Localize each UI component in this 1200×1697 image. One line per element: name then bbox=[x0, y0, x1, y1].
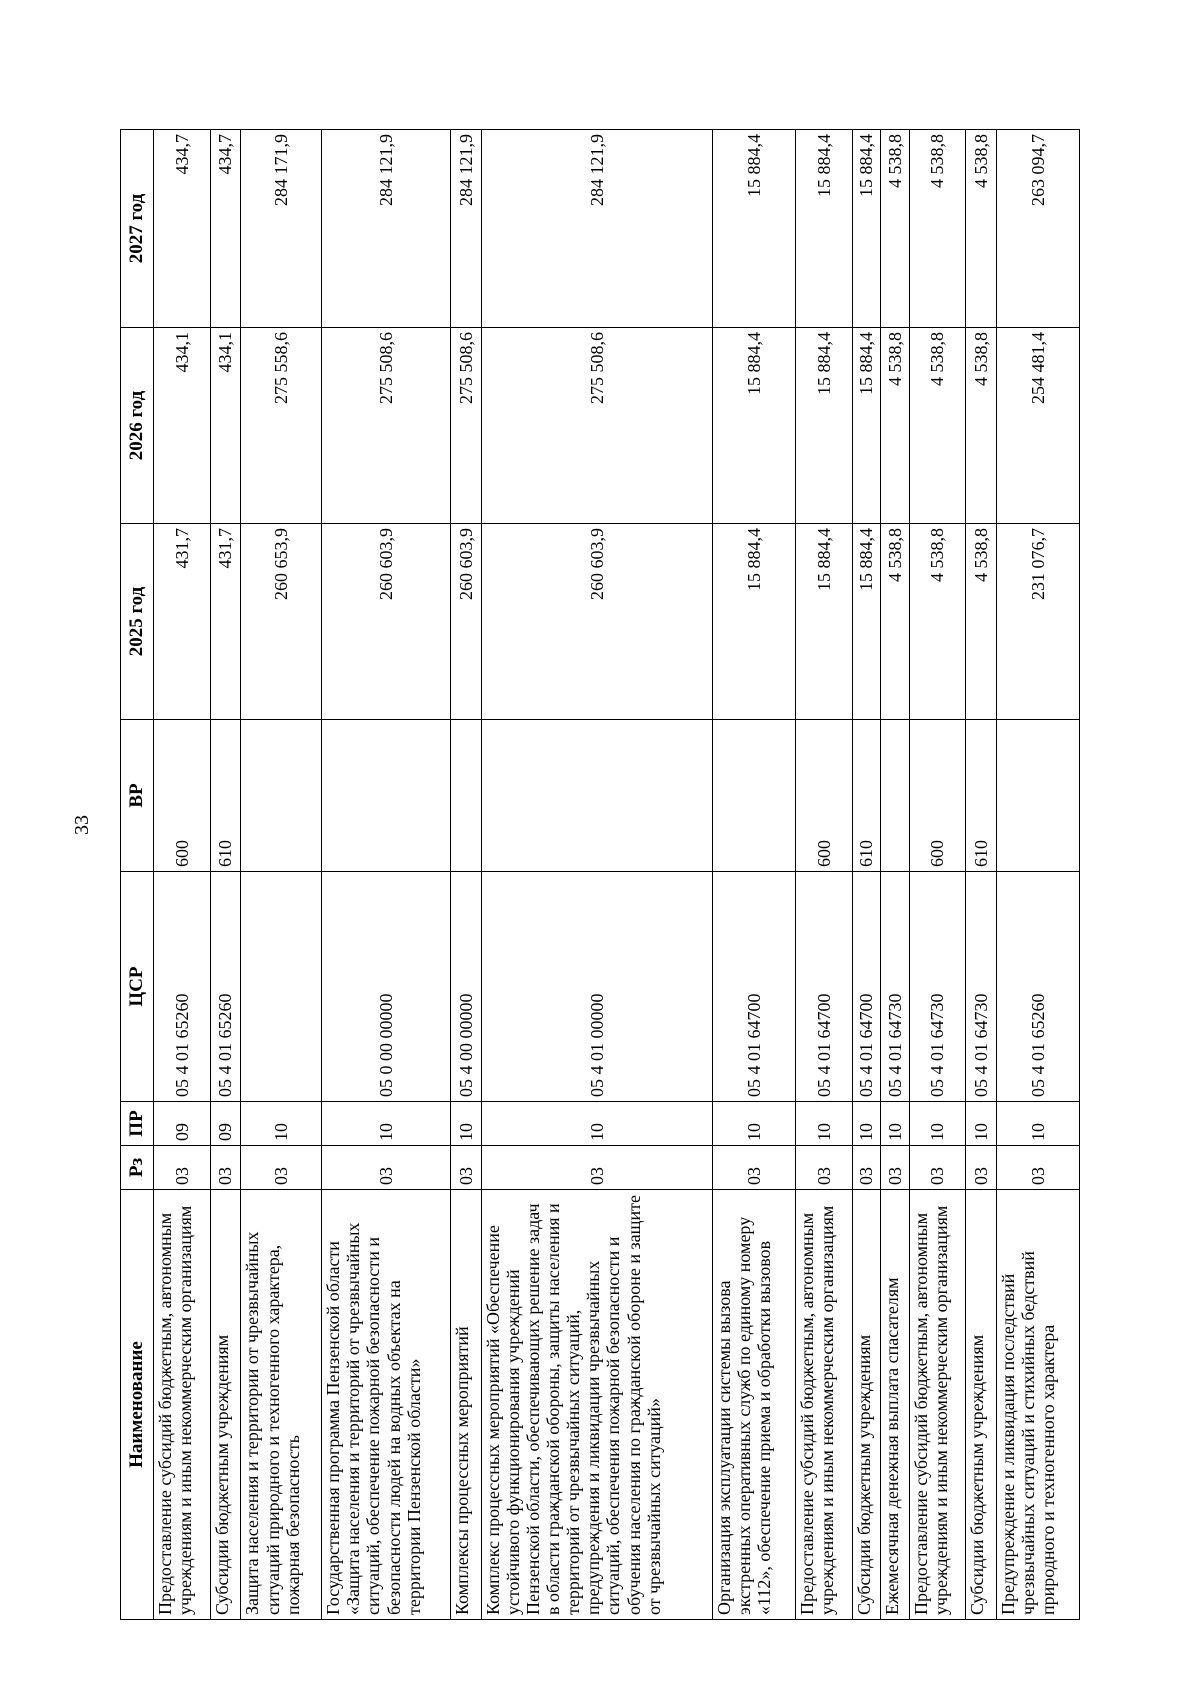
cell-csr: 05 4 01 65260 bbox=[996, 872, 1079, 1102]
cell-csr: 05 4 01 64730 bbox=[881, 872, 909, 1102]
cell-name: Предупреждение и ликвидация последствий чрезвычайных ситуаций и стихийных бедствий природного и техногенного характера bbox=[996, 1190, 1079, 1620]
cell-csr: 05 4 00 00000 bbox=[450, 872, 481, 1102]
cell-2025: 4 538,8 bbox=[966, 524, 997, 720]
cell-2026: 275 508,6 bbox=[450, 328, 481, 524]
cell-2026: 275 558,6 bbox=[241, 328, 322, 524]
cell-rz: 03 bbox=[713, 1146, 796, 1190]
cell-vr: 600 bbox=[154, 720, 211, 872]
cell-vr: 600 bbox=[909, 720, 966, 872]
cell-2026: 15 884,4 bbox=[713, 328, 796, 524]
cell-2026: 275 508,6 bbox=[322, 328, 451, 524]
cell-csr: 05 4 01 64730 bbox=[909, 872, 966, 1102]
cell-2026: 4 538,8 bbox=[966, 328, 997, 524]
cell-vr bbox=[450, 720, 481, 872]
cell-2027: 284 121,9 bbox=[322, 130, 451, 328]
cell-name: Комплексы процессных мероприятий bbox=[450, 1190, 481, 1620]
col-header-2026: 2026 год bbox=[121, 328, 154, 524]
table-header-row bbox=[121, 130, 154, 1620]
cell-csr: 05 4 01 64700 bbox=[796, 872, 853, 1102]
cell-pr: 10 bbox=[713, 1102, 796, 1146]
cell-pr: 10 bbox=[322, 1102, 451, 1146]
table-row bbox=[450, 130, 481, 1620]
table-row bbox=[241, 130, 322, 1620]
cell-name: Комплекс процессных мероприятий «Обеспечение устойчивого функционирования учреждений Пензенской области, обеспечивающих решение задач в области гражданской обороны, защиты населения и территорий от чрезвычайных ситуаций, предупреждения и ликвидации чрезвычайных ситуаций, обеспечения пожарной безопасности и обучения населения по гражданской обороне и защите от чрезвычайных ситуаций» bbox=[481, 1190, 713, 1620]
cell-2027: 284 121,9 bbox=[450, 130, 481, 328]
table-row bbox=[210, 130, 241, 1620]
cell-vr bbox=[241, 720, 322, 872]
cell-name: Предоставление субсидий бюджетным, автономным учреждениям и иным некоммерческим организациям bbox=[154, 1190, 211, 1620]
cell-rz: 03 bbox=[481, 1146, 713, 1190]
table-row bbox=[796, 130, 853, 1620]
cell-rz: 03 bbox=[852, 1146, 880, 1190]
cell-vr: 600 bbox=[796, 720, 853, 872]
cell-2027: 284 121,9 bbox=[481, 130, 713, 328]
col-header-name: Наименование bbox=[121, 1190, 154, 1620]
cell-rz: 03 bbox=[966, 1146, 997, 1190]
cell-2025: 260 603,9 bbox=[322, 524, 451, 720]
cell-2027: 284 171,9 bbox=[241, 130, 322, 328]
cell-2026: 4 538,8 bbox=[909, 328, 966, 524]
cell-vr bbox=[881, 720, 909, 872]
cell-csr bbox=[241, 872, 322, 1102]
cell-2025: 4 538,8 bbox=[909, 524, 966, 720]
cell-2025: 260 653,9 bbox=[241, 524, 322, 720]
cell-pr: 09 bbox=[154, 1102, 211, 1146]
cell-2026: 275 508,6 bbox=[481, 328, 713, 524]
cell-2027: 15 884,4 bbox=[713, 130, 796, 328]
cell-pr: 10 bbox=[241, 1102, 322, 1146]
cell-2026: 434,1 bbox=[210, 328, 241, 524]
table-row bbox=[966, 130, 997, 1620]
cell-vr bbox=[996, 720, 1079, 872]
cell-2026: 15 884,4 bbox=[796, 328, 853, 524]
cell-name: Субсидии бюджетным учреждениям bbox=[966, 1190, 997, 1620]
cell-2027: 263 094,7 bbox=[996, 130, 1079, 328]
cell-rz: 03 bbox=[450, 1146, 481, 1190]
cell-name: Субсидии бюджетным учреждениям bbox=[210, 1190, 241, 1620]
cell-2025: 4 538,8 bbox=[881, 524, 909, 720]
cell-pr: 10 bbox=[996, 1102, 1079, 1146]
page-number: 33 bbox=[71, 815, 93, 835]
cell-2026: 15 884,4 bbox=[852, 328, 880, 524]
cell-vr bbox=[322, 720, 451, 872]
budget-table bbox=[120, 129, 1080, 1620]
cell-csr: 05 0 00 00000 bbox=[322, 872, 451, 1102]
col-header-rz: Рз bbox=[121, 1146, 154, 1190]
cell-name: Предоставление субсидий бюджетным, автономным учреждениям и иным некоммерческим организациям bbox=[796, 1190, 853, 1620]
col-header-vr: ВР bbox=[121, 720, 154, 872]
cell-pr: 09 bbox=[210, 1102, 241, 1146]
cell-2025: 231 076,7 bbox=[996, 524, 1079, 720]
cell-name: Субсидии бюджетным учреждениям bbox=[852, 1190, 880, 1620]
cell-pr: 10 bbox=[881, 1102, 909, 1146]
cell-name: Ежемесячная денежная выплата спасателям bbox=[881, 1190, 909, 1620]
cell-2025: 15 884,4 bbox=[852, 524, 880, 720]
col-header-2025: 2025 год bbox=[121, 524, 154, 720]
col-header-pr: ПР bbox=[121, 1102, 154, 1146]
cell-2027: 4 538,8 bbox=[881, 130, 909, 328]
cell-rz: 03 bbox=[881, 1146, 909, 1190]
col-header-csr: ЦСР bbox=[121, 872, 154, 1102]
cell-2026: 254 481,4 bbox=[996, 328, 1079, 524]
cell-2025: 260 603,9 bbox=[481, 524, 713, 720]
cell-2027: 4 538,8 bbox=[966, 130, 997, 328]
cell-rz: 03 bbox=[210, 1146, 241, 1190]
cell-csr: 05 4 01 64700 bbox=[713, 872, 796, 1102]
table-row bbox=[909, 130, 966, 1620]
cell-pr: 10 bbox=[852, 1102, 880, 1146]
cell-pr: 10 bbox=[450, 1102, 481, 1146]
cell-vr bbox=[481, 720, 713, 872]
cell-name: Защита населения и территории от чрезвычайных ситуаций природного и техногенного характера, пожарная безопасность bbox=[241, 1190, 322, 1620]
cell-csr: 05 4 01 65260 bbox=[154, 872, 211, 1102]
cell-2025: 15 884,4 bbox=[713, 524, 796, 720]
cell-vr: 610 bbox=[966, 720, 997, 872]
cell-2025: 431,7 bbox=[210, 524, 241, 720]
col-header-2027: 2027 год bbox=[121, 130, 154, 328]
cell-name: Предоставление субсидий бюджетным, автономным учреждениям и иным некоммерческим организациям bbox=[909, 1190, 966, 1620]
cell-2027: 4 538,8 bbox=[909, 130, 966, 328]
table-row bbox=[881, 130, 909, 1620]
table-row bbox=[154, 130, 211, 1620]
cell-2025: 431,7 bbox=[154, 524, 211, 720]
cell-pr: 10 bbox=[796, 1102, 853, 1146]
table-row bbox=[996, 130, 1079, 1620]
cell-name: Государственная программа Пензенской области «Защита населения и территорий от чрезвычайных ситуаций, обеспечение пожарной безопасности и безопасности людей на водных объектах на территории Пензенской области» bbox=[322, 1190, 451, 1620]
cell-vr bbox=[713, 720, 796, 872]
cell-pr: 10 bbox=[481, 1102, 713, 1146]
cell-vr: 610 bbox=[210, 720, 241, 872]
budget-table-container bbox=[120, 130, 1080, 1620]
cell-2025: 15 884,4 bbox=[796, 524, 853, 720]
table-row bbox=[852, 130, 880, 1620]
cell-rz: 03 bbox=[909, 1146, 966, 1190]
cell-vr: 610 bbox=[852, 720, 880, 872]
cell-rz: 03 bbox=[796, 1146, 853, 1190]
cell-2027: 434,7 bbox=[154, 130, 211, 328]
cell-csr: 05 4 01 64730 bbox=[966, 872, 997, 1102]
cell-pr: 10 bbox=[909, 1102, 966, 1146]
cell-csr: 05 4 01 65260 bbox=[210, 872, 241, 1102]
cell-2027: 434,7 bbox=[210, 130, 241, 328]
cell-2027: 15 884,4 bbox=[852, 130, 880, 328]
cell-2026: 434,1 bbox=[154, 328, 211, 524]
table-row bbox=[481, 130, 713, 1620]
cell-csr: 05 4 01 00000 bbox=[481, 872, 713, 1102]
cell-rz: 03 bbox=[322, 1146, 451, 1190]
table-row bbox=[322, 130, 451, 1620]
cell-pr: 10 bbox=[966, 1102, 997, 1146]
cell-csr: 05 4 01 64700 bbox=[852, 872, 880, 1102]
cell-2025: 260 603,9 bbox=[450, 524, 481, 720]
cell-2027: 15 884,4 bbox=[796, 130, 853, 328]
cell-rz: 03 bbox=[154, 1146, 211, 1190]
table-row bbox=[713, 130, 796, 1620]
cell-rz: 03 bbox=[241, 1146, 322, 1190]
cell-rz: 03 bbox=[996, 1146, 1079, 1190]
cell-name: Организация эксплуатации системы вызова экстренных оперативных служб по единому номеру «112», обеспечение приема и обработки вызовов bbox=[713, 1190, 796, 1620]
cell-2026: 4 538,8 bbox=[881, 328, 909, 524]
